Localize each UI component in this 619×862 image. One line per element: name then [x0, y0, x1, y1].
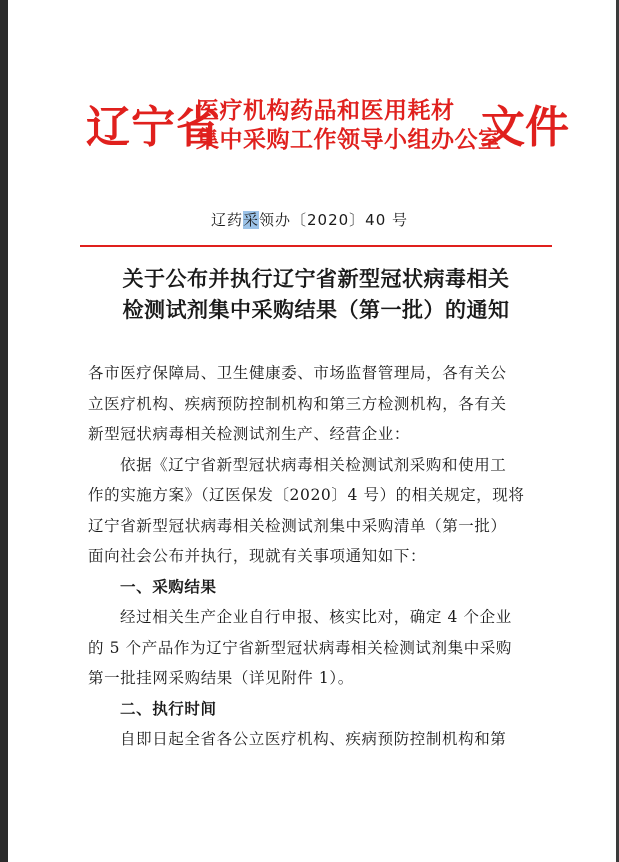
body-line: 面向社会公布并执行，现就有关事项通知如下： [88, 547, 427, 565]
doc-number-highlighted-char[interactable]: 采 [242, 211, 259, 229]
body-line: 作的实施方案》（辽医保发〔2020〕4 号）的相关规定，现将 [88, 486, 525, 504]
header-office-line-1: 医疗机构药品和医用耗材 [196, 97, 455, 124]
section-1-line: 的 5 个产品作为辽宁省新型冠状病毒相关检测试剂集中采购 [88, 638, 513, 657]
page-border-left [0, 0, 8, 862]
doc-number-suffix: 领办〔2020〕40 号 [259, 211, 409, 229]
title-line-2: 检测试剂集中采购结果（第一批）的通知 [122, 297, 510, 322]
header-issuing-office [196, 96, 502, 154]
header-province: 辽宁省 [86, 102, 221, 153]
section-1-heading: 一、采购结果 [120, 577, 217, 596]
red-divider-line [80, 245, 552, 247]
document-body [88, 358, 544, 755]
body-line: 依据《辽宁省新型冠状病毒相关检测试剂采购和使用工 [120, 455, 507, 474]
document-title [60, 263, 572, 325]
section-2-heading: 二、执行时间 [120, 699, 217, 718]
section-1-line: 经过相关生产企业自行申报、核实比对，确定 4 个企业 [120, 608, 512, 626]
section-2-line: 自即日起全省各公立医疗机构、疾病预防控制机构和第 [120, 730, 507, 748]
document-header [86, 96, 569, 160]
section-1-line: 第一批挂网采购结果（详见附件 1）。 [88, 669, 354, 687]
header-document-word: 文件 [481, 102, 569, 153]
title-line-1: 关于公布并执行辽宁省新型冠状病毒相关 [122, 266, 510, 291]
header-office-line-2: 集中采购工作领导小组办公室 [196, 126, 502, 153]
body-line: 立医疗机构、疾病预防控制机构和第三方检测机构，各有关 [88, 394, 507, 413]
document-number [0, 209, 619, 230]
body-line: 辽宁省新型冠状病毒相关检测试剂集中采购清单（第一批） [88, 516, 507, 535]
body-line: 各市医疗保障局、卫生健康委、市场监督管理局，各有关公 [88, 364, 507, 382]
doc-number-prefix: 辽药 [210, 211, 243, 229]
body-line: 新型冠状病毒相关检测试剂生产、经营企业： [88, 425, 411, 443]
